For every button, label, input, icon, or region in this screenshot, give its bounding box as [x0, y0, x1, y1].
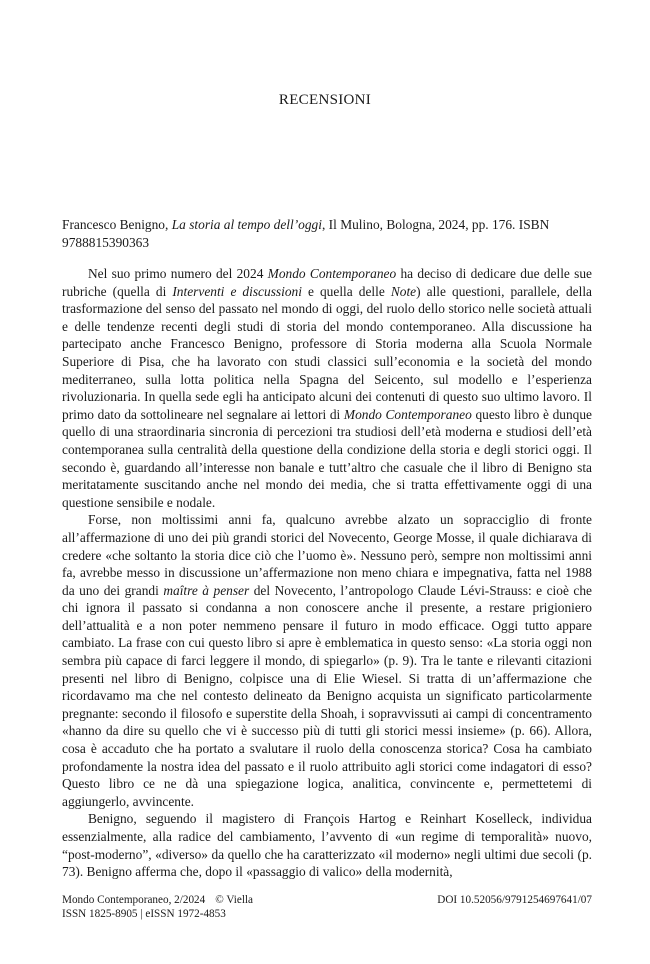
running-head: RECENSIONI	[278, 92, 372, 108]
footer-issn: ISSN 1825-8905 | eISSN 1972-4853	[62, 908, 226, 920]
italic-text: Mondo Contemporaneo	[343, 406, 472, 422]
text-run: Forse, non moltissimi anni fa, qualcuno avrebbe alzato un sopracciglio di fronte all’affermazione di uno dei più grandi storici del Novecento, George Mosse, il quale dichiarava di credere «che soltanto la storia dice ciò che l’uomo è». Nessuno però, sempre non moltissimi anni fa, avrebbe messo in discussione un’affermazione non meno chiara e impegnativa, fatta nel 1988 da uno dei grandi	[62, 512, 592, 598]
book-author: Francesco Benigno,	[62, 217, 172, 232]
bibliographic-reference	[62, 216, 592, 252]
text-run: Benigno, seguendo il magistero di François Hartog e Reinhart Koselleck, individua essenzialmente, alla radice del cambiamento, l’avvento di «un regime di temporalità» nuovo, “post-moderno”, «diverso» da quello che ha caratterizzato «il moderno» negli ultimi due secoli (p. 73). Benigno afferma che, dopo il «passaggio di valico» della modernità,	[62, 811, 592, 880]
text-run: Nel suo primo numero del 2024	[88, 266, 268, 281]
footer-publisher: © Viella	[215, 894, 254, 906]
book-title: La storia al tempo dell’oggi	[171, 217, 322, 232]
text-run: ) alle questioni, parallele, della trasformazione del senso del passato nel mondo di oggi, del ruolo dello storico nelle società attuali e delle tendenze recenti degli studi di storia del mondo contemporaneo. Alla discussione ha partecipato anche Francesco Benigno, professore di Storia moderna alla Scuola Normale Superiore di Pisa, che ha lavorato con studi classici sull’economia e la società del mondo mediterraneo, sulla lotta politica nella Spagna del Seicento, sul modello e l’esperienza rivoluzionaria. In quella sede egli ha anticipato alcuni dei contenuti di questo suo ultimo lavoro. Il primo dato da sottolineare nel segnalare ai lettori di	[62, 283, 592, 422]
italic-text: Note	[390, 283, 417, 299]
paragraph	[62, 810, 592, 880]
text-run: ha deciso di dedicare due delle sue rubriche (quella di	[62, 266, 592, 299]
book-publication-details: , Il Mulino, Bologna, 2024, pp. 176. ISBN 9788815390363	[62, 217, 550, 250]
italic-text: Mondo Contemporaneo	[267, 266, 397, 281]
footer-doi: DOI 10.52056/9791254697641/07	[437, 894, 592, 906]
italic-text: maître à penser	[163, 582, 250, 598]
page-footer	[62, 893, 592, 921]
text-run: questo libro è dunque quello di una straordinaria sincronia di percezioni tra studiosi dell’età moderna e studiosi dell’età contemporanea sulla centralità della questione della condizione della storia e degli storici oggi. Il secondo è, guardando all’interesse non banale e tutt’altro che casuale che il libro di Benigno sta meritatamente suscitando anche nel mondo dei media, che si tratta effettivamente oggi di una questione sensibile e nodale.	[62, 406, 592, 510]
italic-text: Interventi e discussioni	[172, 283, 302, 299]
paragraph	[62, 511, 592, 810]
footer-journal: Mondo Contemporaneo, 2/2024	[62, 894, 206, 906]
paragraph	[62, 265, 592, 511]
text-run: e quella delle	[301, 283, 391, 299]
text-run: del Novecento, l’antropologo Claude Lévi-Strauss: e cioè che chi ignora il passato si condanna a non conoscere anche il presente, a restare prigioniero dell’attualità e a non poter nemmeno pensare il futuro in modo efficace. Oggi tutto appare cambiato. La frase con cui questo libro si apre è emblematica in questo senso: «La storia oggi non sembra più capace di farci leggere il mondo, di spiegarlo» (p. 9). Tra le tante e rilevanti citazioni presenti nel libro di Benigno, colpisce una di Elie Wiesel. Si tratta di un’affermazione che ricordavamo ma che nel contesto delineato da Benigno acquista un significato particolarmente pregnante: secondo il filosofo e superstite della Shoah, i sopravvissuti ai campi di concentramento «hanno da dire su quello che vi è successo più di tutti gli storici messi insieme» (p. 66). Allora, cosa è accaduto che ha portato a svalutare il ruolo della conoscenza storica? Cosa ha cambiato profondamente la nostra idea del passato e il ruolo attribuito agli storici come indagatori di esso? Questo libro ce ne dà una spiegazione logica, analitica, convincente e, permettetemi di aggiungerlo, avvincente.	[62, 582, 593, 809]
review-body	[62, 265, 592, 881]
